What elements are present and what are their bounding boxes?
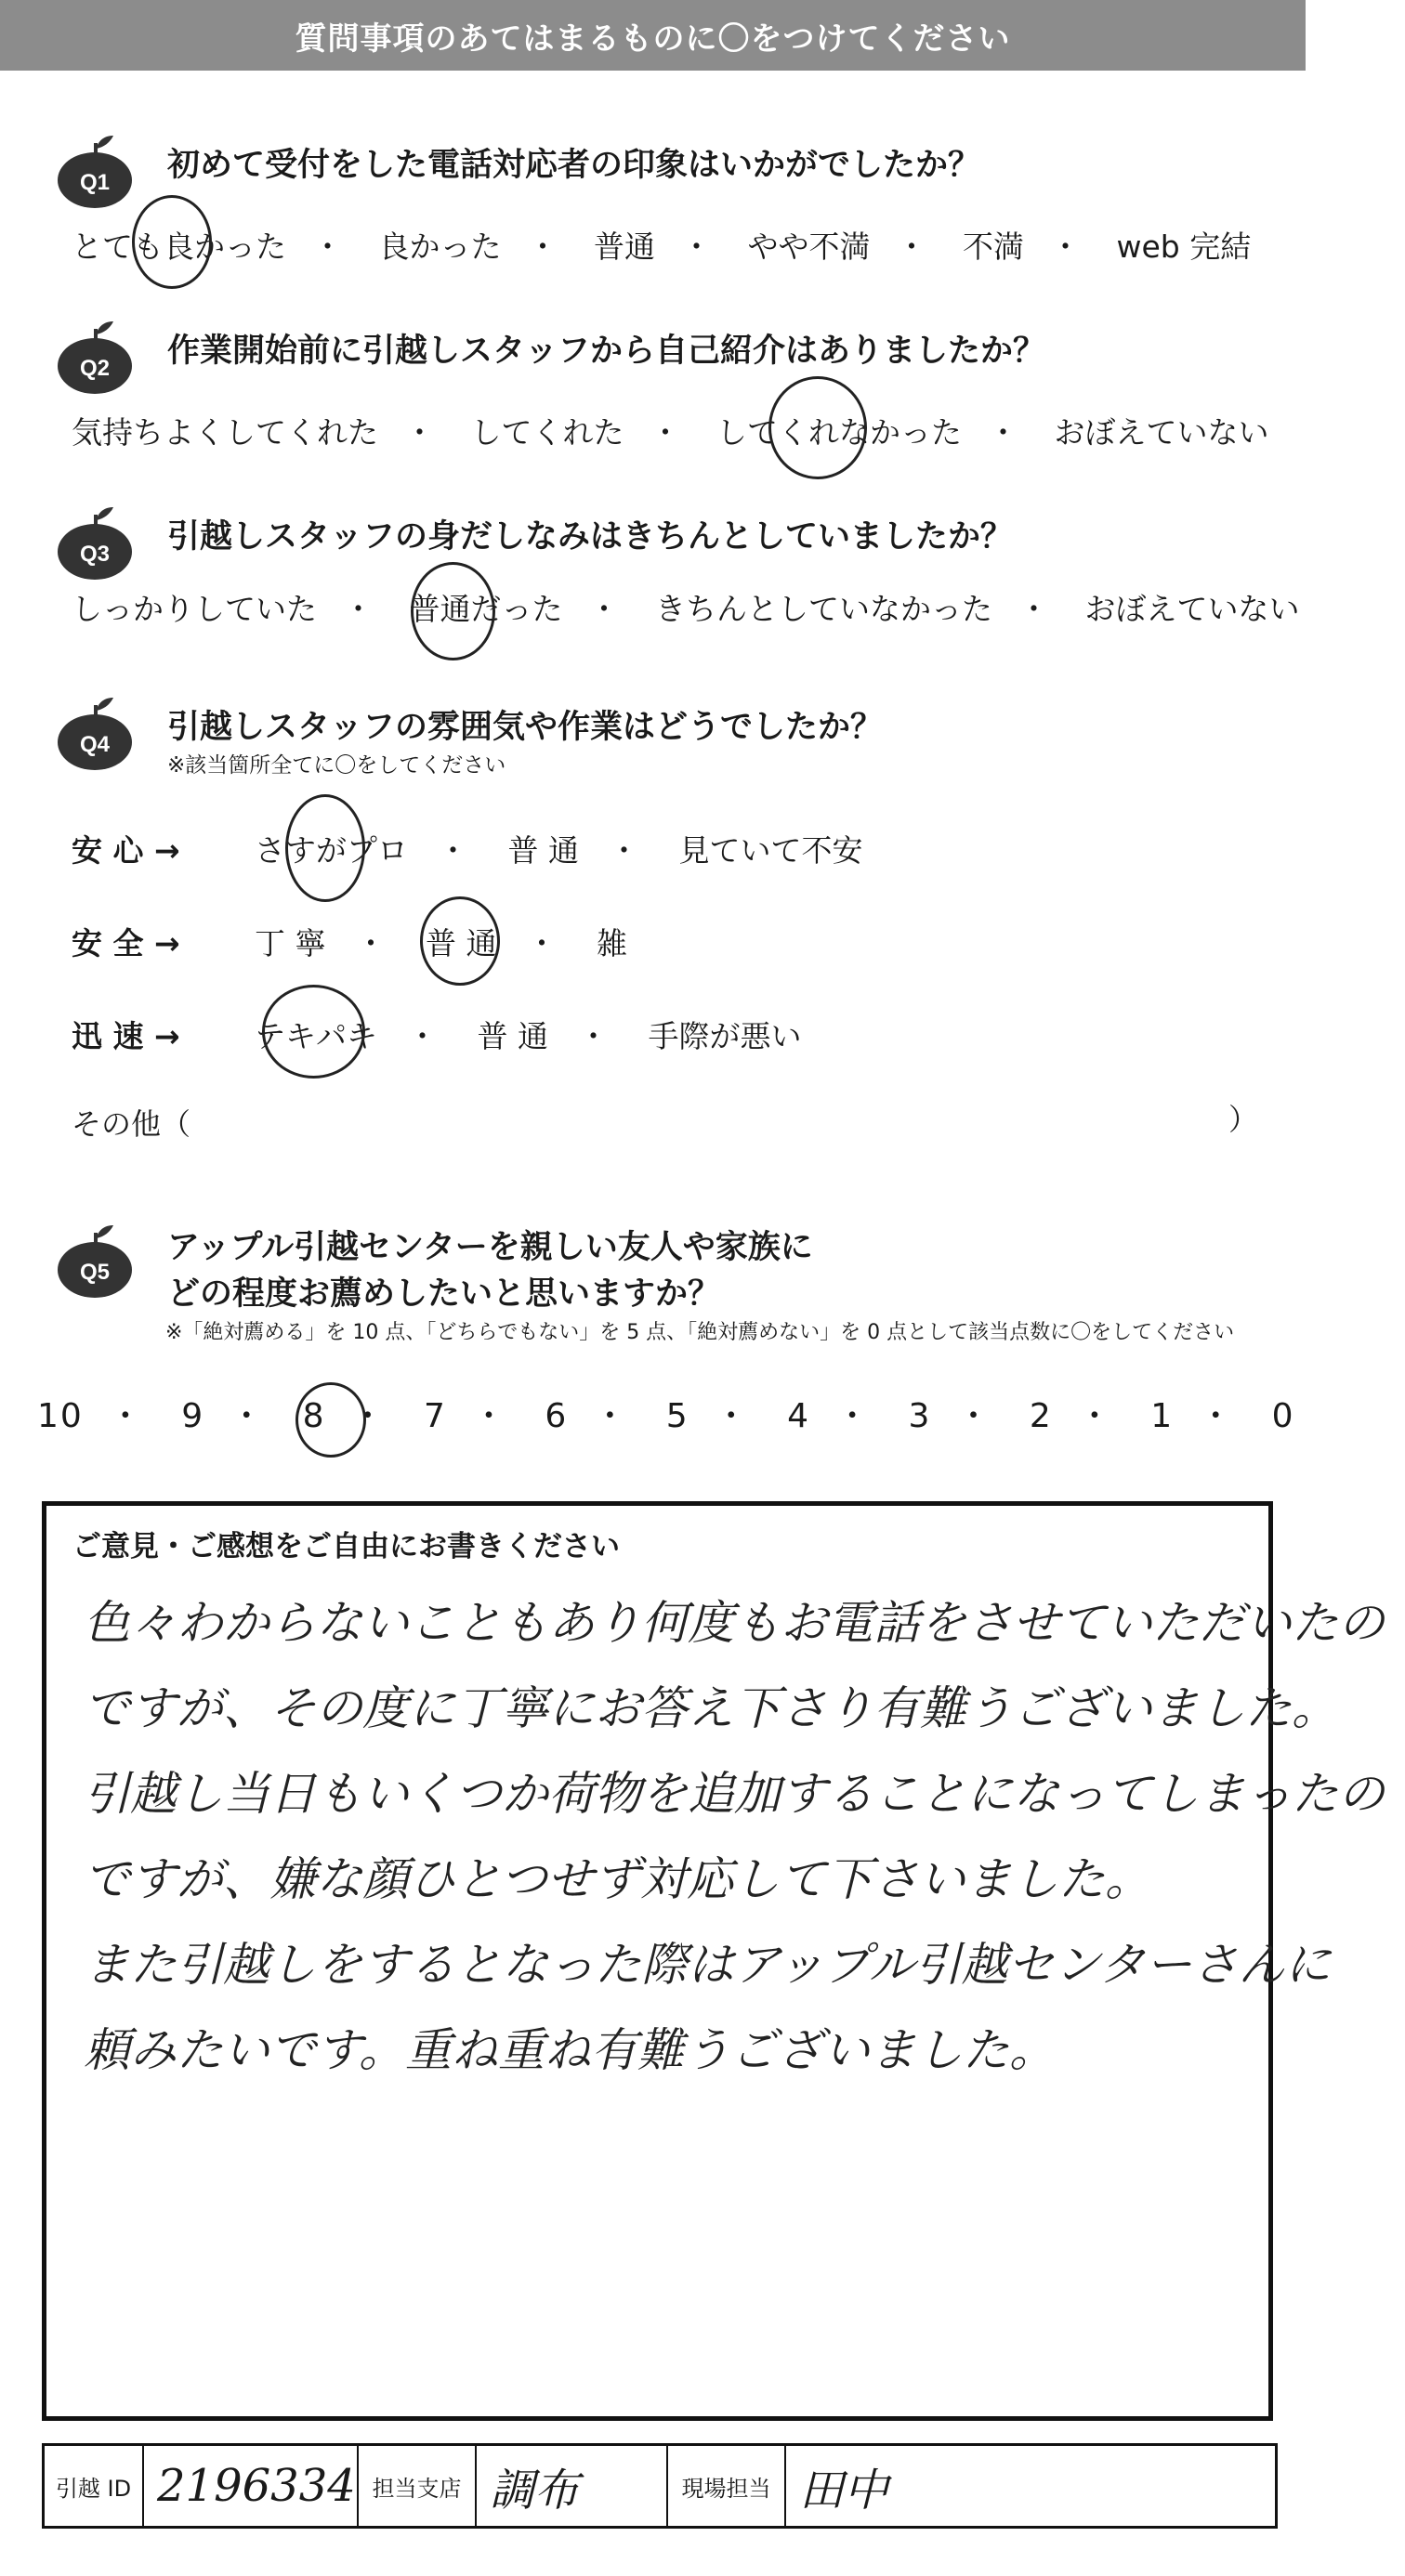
option[interactable]: 普通だった xyxy=(409,591,563,627)
option[interactable]: 雑 xyxy=(597,925,627,961)
option[interactable]: 普通 xyxy=(594,229,655,265)
selection-circle xyxy=(768,376,867,479)
form-header: 質問事項のあてはまるものに〇をつけてください xyxy=(0,0,1306,71)
comment-line: 色々わからないこともあり何度もお電話をさせていただいたの xyxy=(84,1596,1385,1650)
question-note: ※該当箇所全てに〇をしてください xyxy=(167,753,506,778)
option[interactable]: 気持ちよくしてくれた xyxy=(72,414,378,451)
question-text: 作業開始前に引越しスタッフから自己紹介はありましたか？ xyxy=(167,333,1046,370)
anzen-options: 丁 寧 ・ 普 通 ・ 雑 xyxy=(255,925,627,961)
q1-options: とても良かった ・ 良かった ・ 普通 ・ やや不満 ・ 不満 ・ web 完結 xyxy=(72,229,1252,265)
q3-options: しっかりしていた ・ 普通だった ・ きちんとしていなかった ・ おぼえていない xyxy=(72,591,1300,627)
badge-label: Q1 xyxy=(79,170,111,195)
score-option[interactable]: 1 xyxy=(1150,1397,1175,1435)
question-note: ※「絶対薦める」を 10 点、「どちらでもない」を 5 点、「絶対薦めない」を 0 点として該当点数に〇をしてください xyxy=(165,1321,1235,1344)
category-label: 安 心 → xyxy=(72,832,180,869)
option[interactable]: テキパキ xyxy=(255,1018,377,1054)
badge-label: Q2 xyxy=(79,356,111,381)
category-label: 迅 速 → xyxy=(72,1018,180,1054)
selection-circle xyxy=(420,896,500,986)
apple-badge-icon xyxy=(56,696,134,770)
option[interactable]: 手際が悪い xyxy=(648,1018,802,1054)
option[interactable]: してくれなかった xyxy=(716,414,962,451)
option[interactable]: やや不満 xyxy=(747,229,871,265)
score-option[interactable]: 3 xyxy=(908,1397,932,1435)
score-option[interactable]: 0 xyxy=(1271,1397,1295,1435)
option[interactable]: 良かった xyxy=(378,229,502,265)
score-option[interactable]: 2 xyxy=(1029,1397,1053,1435)
comment-line: ですが、嫌な顔ひとつせず対応して下さいました。 xyxy=(84,1852,1151,1906)
question-text: 引越しスタッフの雰囲気や作業はどうでしたか？ xyxy=(167,709,884,746)
score-option[interactable]: 8 xyxy=(302,1397,326,1435)
score-option[interactable]: 6 xyxy=(545,1397,569,1435)
option[interactable]: しっかりしていた xyxy=(72,591,317,627)
option[interactable]: 普 通 xyxy=(426,925,497,961)
option[interactable]: さすがプロ xyxy=(255,832,408,869)
apple-badge-icon xyxy=(56,1223,134,1298)
jinsoku-options: テキパキ ・ 普 通 ・ 手際が悪い xyxy=(255,1018,802,1054)
selection-circle xyxy=(411,562,495,660)
badge-label: Q4 xyxy=(79,732,111,757)
comment-label: ご意見・ご感想をご自由にお書きください xyxy=(72,1530,620,1563)
staff-value[interactable]: 田中 xyxy=(799,2464,889,2517)
score-scale: 10 ・ 9 ・ 8 ・ 7 ・ 6 ・ 5 ・ 4 ・ 3 ・ 2 ・ 1 ・ 0 xyxy=(37,1397,1295,1435)
selection-circle xyxy=(285,794,365,902)
other-label: その他（ xyxy=(72,1106,191,1142)
branch-label: 担当支店 xyxy=(359,2446,477,2526)
move-id-label: 引越 ID xyxy=(45,2446,144,2526)
question-text-line1: アップル引越センターを親しい友人や家族に xyxy=(167,1229,813,1266)
comment-line: 頼みたいです。重ね重ね有難うございました。 xyxy=(84,2023,1056,2077)
option[interactable]: 普 通 xyxy=(477,1018,548,1054)
badge-label: Q5 xyxy=(79,1260,111,1285)
handwritten-comment xyxy=(84,1580,1385,2093)
selection-circle xyxy=(262,985,365,1079)
anshin-options: さすがプロ ・ 普 通 ・ 見ていて不安 xyxy=(255,832,863,869)
comment-line: ですが、その度に丁寧にお答え下さり有難うございました。 xyxy=(84,1681,1338,1735)
question-text-line2: どの程度お薦めしたいと思いますか？ xyxy=(167,1275,721,1313)
apple-badge-icon xyxy=(56,505,134,580)
option[interactable]: web 完結 xyxy=(1116,229,1252,265)
option[interactable]: 見ていて不安 xyxy=(678,832,863,869)
score-option[interactable]: 5 xyxy=(665,1397,689,1435)
badge-label: Q3 xyxy=(79,542,111,567)
comment-box[interactable] xyxy=(42,1501,1385,2421)
other-close: ） xyxy=(1228,1102,1259,1137)
option[interactable]: おぼえていない xyxy=(1054,414,1269,451)
option[interactable]: してくれた xyxy=(470,414,624,451)
footer-table xyxy=(42,2443,1278,2529)
score-option[interactable]: 4 xyxy=(787,1397,811,1435)
category-label: 安 全 → xyxy=(72,925,180,961)
comment-line: 引越し当日もいくつか荷物を追加することになってしまったの xyxy=(84,1767,1385,1821)
selection-circle xyxy=(295,1382,366,1458)
option[interactable]: おぼえていない xyxy=(1084,591,1300,627)
move-id-value[interactable]: 2196334 xyxy=(144,2446,359,2526)
q2-options: 気持ちよくしてくれた ・ してくれた ・ してくれなかった ・ おぼえていない xyxy=(72,414,1269,451)
staff-label: 現場担当 xyxy=(668,2446,786,2526)
branch-value[interactable]: 調布 xyxy=(477,2446,668,2526)
apple-badge-icon xyxy=(56,134,134,208)
question-text: 初めて受付をした電話対応者の印象はいかがでしたか？ xyxy=(167,147,981,184)
option[interactable]: きちんとしていなかった xyxy=(655,591,992,627)
option[interactable]: 普 通 xyxy=(507,832,579,869)
score-option[interactable]: 10 xyxy=(37,1397,84,1435)
question-text: 引越しスタッフの身だしなみはきちんとしていましたか？ xyxy=(167,518,1014,556)
score-option[interactable]: 9 xyxy=(181,1397,205,1435)
selection-circle xyxy=(132,195,212,289)
score-option[interactable]: 7 xyxy=(424,1397,447,1435)
comment-line: また引越しをするとなった際はアップル引越センターさんに xyxy=(84,1938,1332,1992)
option[interactable]: 不満 xyxy=(963,229,1024,265)
option[interactable]: とても良かった xyxy=(72,229,286,265)
option[interactable]: 丁 寧 xyxy=(255,925,326,961)
apple-badge-icon xyxy=(56,320,134,394)
